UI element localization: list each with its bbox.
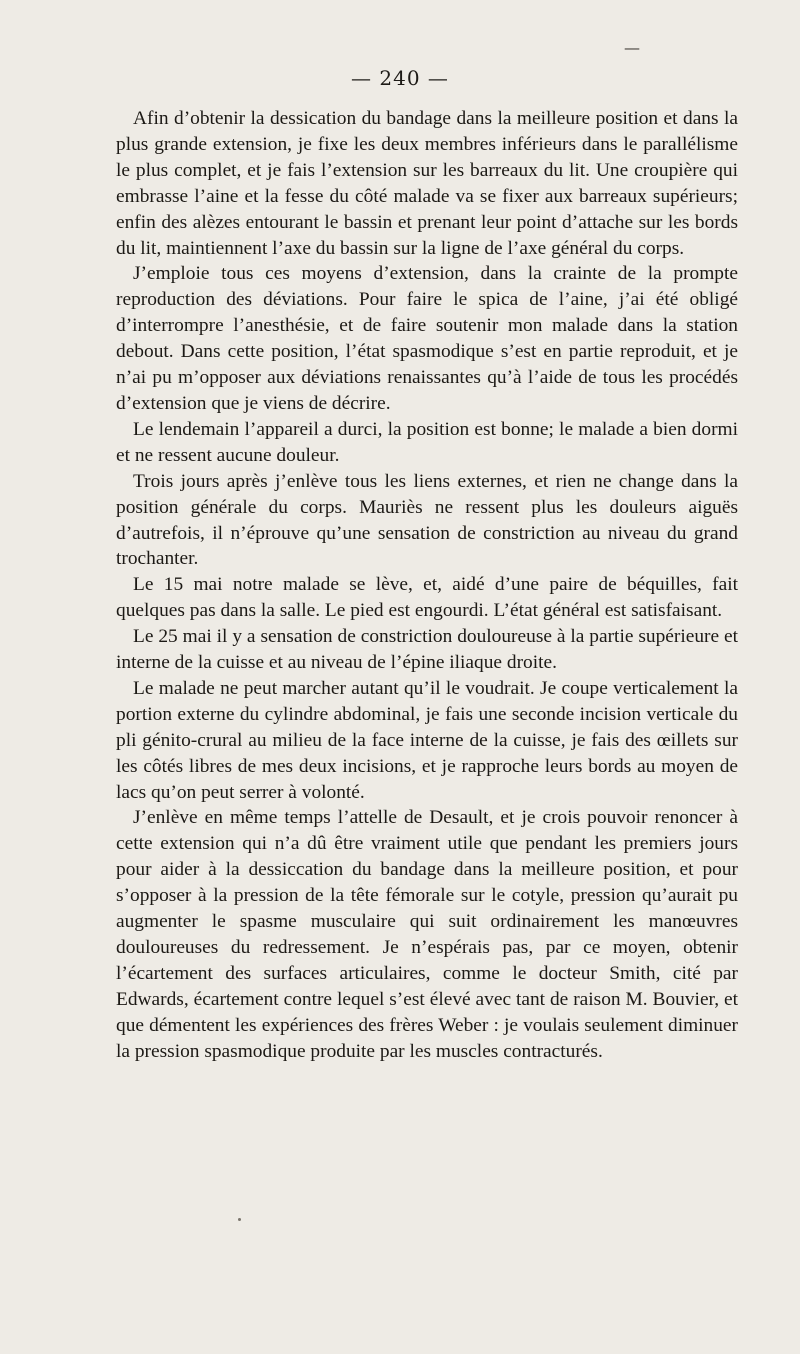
paragraph: Le 25 mai il y a sensation de constriction douloureuse à la partie supérieure et interne de la cuisse et au niveau de l’épine iliaque droite. <box>116 626 738 674</box>
paragraph: Le 15 mai notre malade se lève, et, aidé d’une paire de béquilles, fait quelques pas dans la salle. Le pied est engourdi. L’état général est satisfaisant. <box>116 574 738 622</box>
paragraph: J’emploie tous ces moyens d’extension, dans la crainte de la prompte reproduction des déviations. Pour faire le spica de l’aine, j’ai été obligé d’interrompre l’anesthésie, et de faire soutenir mon malade dans la station debout. Dans cette position, l’état spasmodique s’est en partie reproduit, et je n’ai pu m’opposer aux déviations renaissantes qu’à l’aide de tous les procédés d’extension que je viens de décrire. <box>116 263 738 414</box>
paragraph: Trois jours après j’enlève tous les liens externes, et rien ne change dans la position générale du corps. Mauriès ne ressent plus les douleurs aiguës d’autrefois, il n’éprouve qu’une sensation de constriction au niveau du grand trochanter. <box>116 470 738 570</box>
paragraph: J’enlève en même temps l’attelle de Desault, et je crois pouvoir renoncer à cette extension qui n’a dû être vraiment utile que pendant les premiers jours pour aider à la dessiccation du bandage dans la meilleure position, et pour s’opposer à la pression de la tête fémorale sur le cotyle, pression qu’aurait pu augmenter le spasme musculaire qui suit ordinairement les manœuvres douloureuses du redressement. Je n’espérais pas, par ce moyen, obtenir l’écartement des surfaces articulaires, comme le docteur Smith, cité par Edwards, écartement contre lequel s’est élevé avec tant de raison M. Bouvier, et que démentent les expériences des frères Weber : je voulais seulement diminuer la pression spasmodique produite par les muscles contracturés. <box>116 807 738 1062</box>
corner-mark: — <box>624 38 640 57</box>
paragraph: Le lendemain l’appareil a durci, la position est bonne; le malade a bien dormi et ne ressent aucune douleur. <box>116 418 738 466</box>
page-number: — 240 — <box>351 66 449 90</box>
paragraph: Afin d’obtenir la dessication du bandage dans la meilleure position et dans la plus grande extension, je fixe les deux membres inférieurs dans le parallélisme le plus complet, et je fais l’extension sur les barreaux du lit. Une croupière qui embrasse l’aine et la fesse du côté malade va se fixer aux barreaux supérieurs; enfin des alèzes entourant le bassin et prenant leur point d’attache sur les bords du lit, maintiennent l’axe du bassin sur la ligne de l’axe général du corps. <box>116 108 738 259</box>
ink-speck <box>238 1218 241 1221</box>
paragraph: Le malade ne peut marcher autant qu’il le voudrait. Je coupe verticalement la portion externe du cylindre abdominal, je fais une seconde incision verticale du pli génito-crural au milieu de la face interne de la cuisse, je fais des œillets sur les côtés libres de mes deux incisions, et je rapproche leurs bords au moyen de lacs qu’on peut serrer à volonté. <box>116 677 738 803</box>
body-text <box>116 106 738 1065</box>
